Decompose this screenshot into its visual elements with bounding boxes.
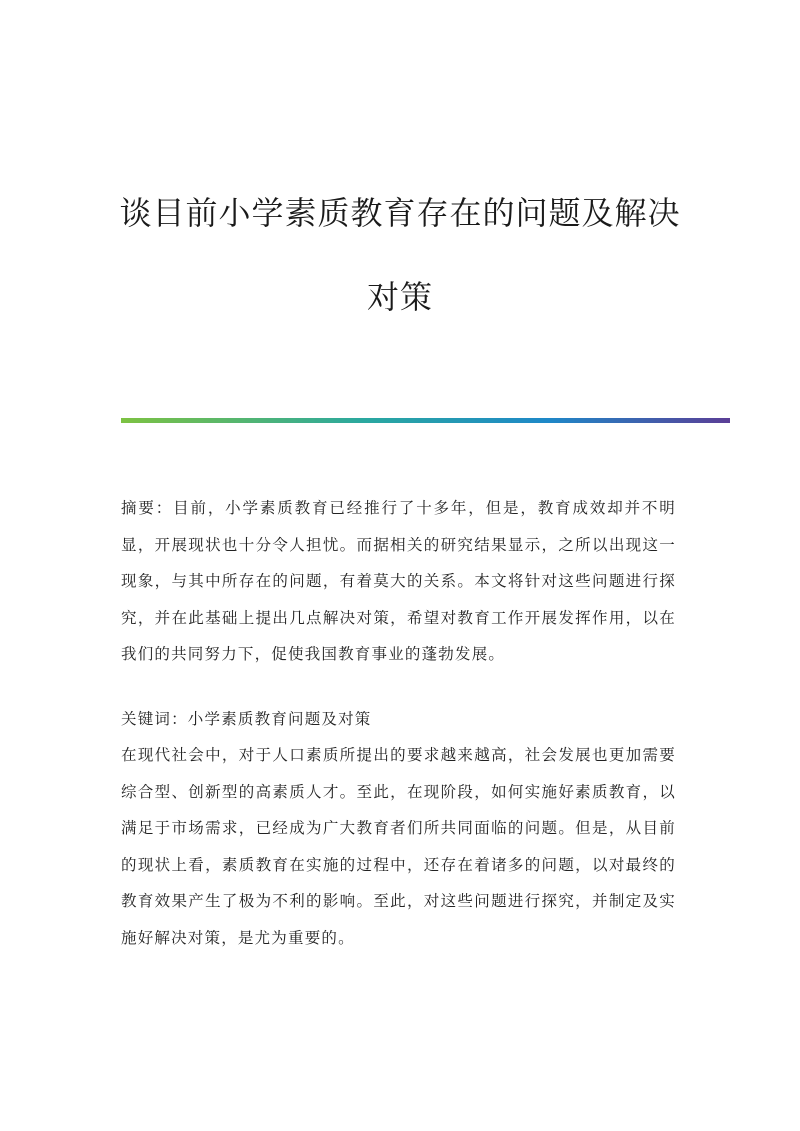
title-divider xyxy=(121,418,730,423)
document-title-line-1: 谈目前小学素质教育存在的问题及解决 xyxy=(119,194,681,232)
document-title-line-2: 对策 xyxy=(366,278,433,316)
intro-paragraph: 在现代社会中，对于人口素质所提出的要求越来越高，社会发展也更加需要综合型、创新型的高素质人才。至此，在现阶段，如何实施好素质教育，以满足于市场需求，已经成为广大教育者们所共同面临的问题。但是，从目前的现状上看，素质教育在实施的过程中，还存在着诸多的问题，以对最终的教育效果产生了极为不利的影响。至此，对这些问题进行探究，并制定及实施好解决对策，是尤为重要的。 xyxy=(121,746,676,947)
keywords-line: 关键词：小学素质教育问题及对策 xyxy=(121,710,372,728)
abstract-paragraph: 摘要：目前，小学素质教育已经推行了十多年，但是，教育成效却并不明显，开展现状也十分令人担忧。而据相关的研究结果显示，之所以出现这一现象，与其中所存在的问题，有着莫大的关系。本文将针对这些问题进行探究，并在此基础上提出几点解决对策，希望对教育工作开展发挥作用，以在我们的共同努力下，促使我国教育事业的蓬勃发展。 xyxy=(121,499,676,663)
